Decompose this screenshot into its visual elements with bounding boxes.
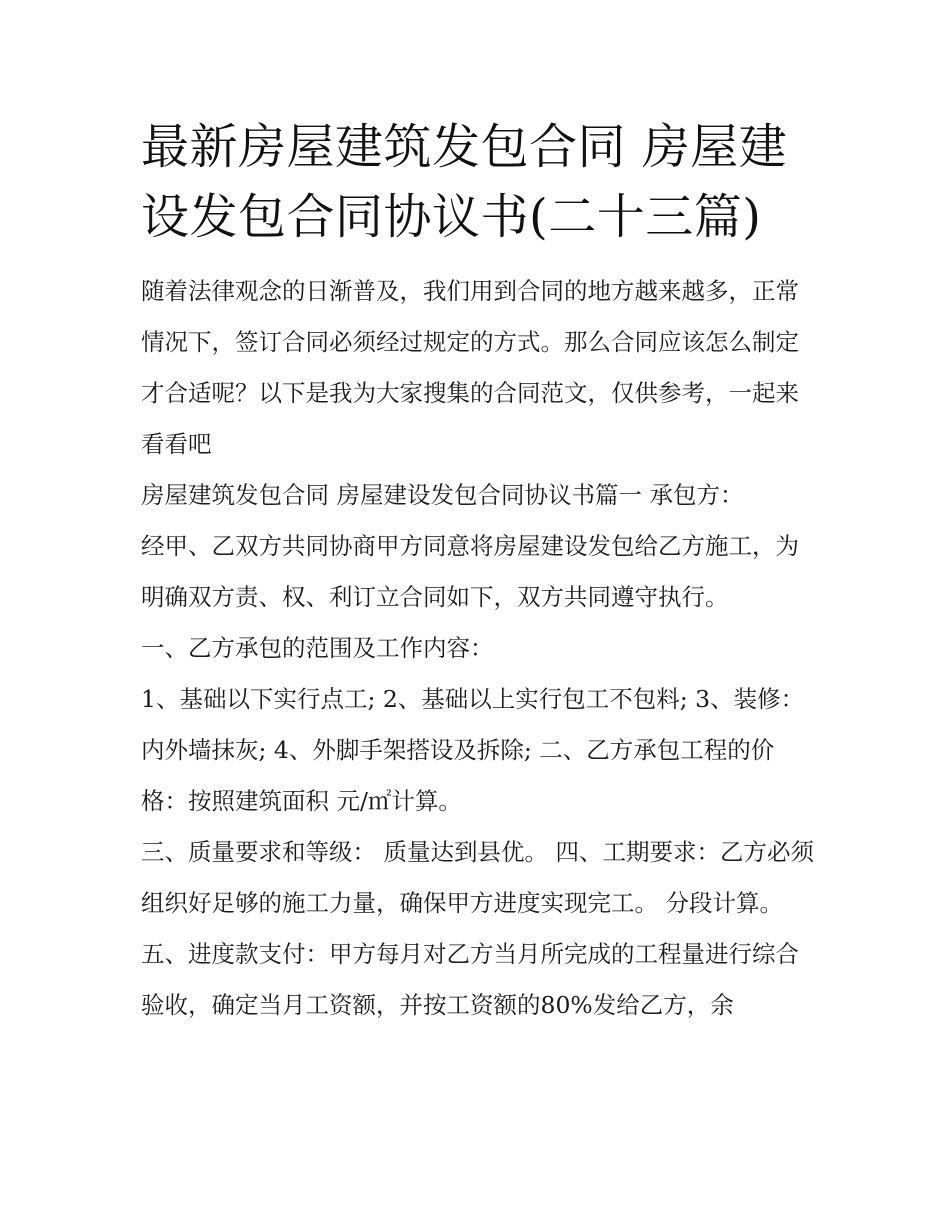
paragraph-scope-heading: 一、乙方承包的范围及工作内容： bbox=[141, 634, 494, 662]
document-title: 最新房屋建筑发包合同 房屋建设发包合同协议书(二十三篇) bbox=[141, 119, 788, 245]
paragraph-scope-items: 1、基础以下实行点工; 2、基础以上实行包工不包料; 3、装修：内外墙抹灰; 4、外脚手架搭设及拆除; 二、乙方承包工程的价格：按照建筑面积 元/㎡计算。 bbox=[141, 685, 805, 815]
paragraph-section-heading: 房屋建筑发包合同 房屋建设发包合同协议书篇一 承包方： bbox=[141, 481, 744, 509]
paragraph-quality-schedule: 三、质量要求和等级： 质量达到县优。 四、工期要求：乙方必须组织好足够的施工力量，确保甲方进度实现完工。 分段计算。 bbox=[141, 838, 814, 917]
paragraph-intro: 随着法律观念的日渐普及，我们用到合同的地方越来越多，正常情况下，签订合同必须经过规定的方式。那么合同应该怎么制定才合适呢？以下是我为大家搜集的合同范文，仅供参考，一起来看看吧 bbox=[141, 277, 799, 458]
paragraph-payment: 五、进度款支付：甲方每月对乙方当月所完成的工程量进行综合验收，确定当月工资额，并按工资额的80%发给乙方，余 bbox=[141, 940, 799, 1019]
document-body bbox=[141, 112, 816, 1031]
paragraph-agreement: 经甲、乙双方共同协商甲方同意将房屋建设发包给乙方施工，为明确双方责、权、利订立合同如下，双方共同遵守执行。 bbox=[141, 532, 799, 611]
